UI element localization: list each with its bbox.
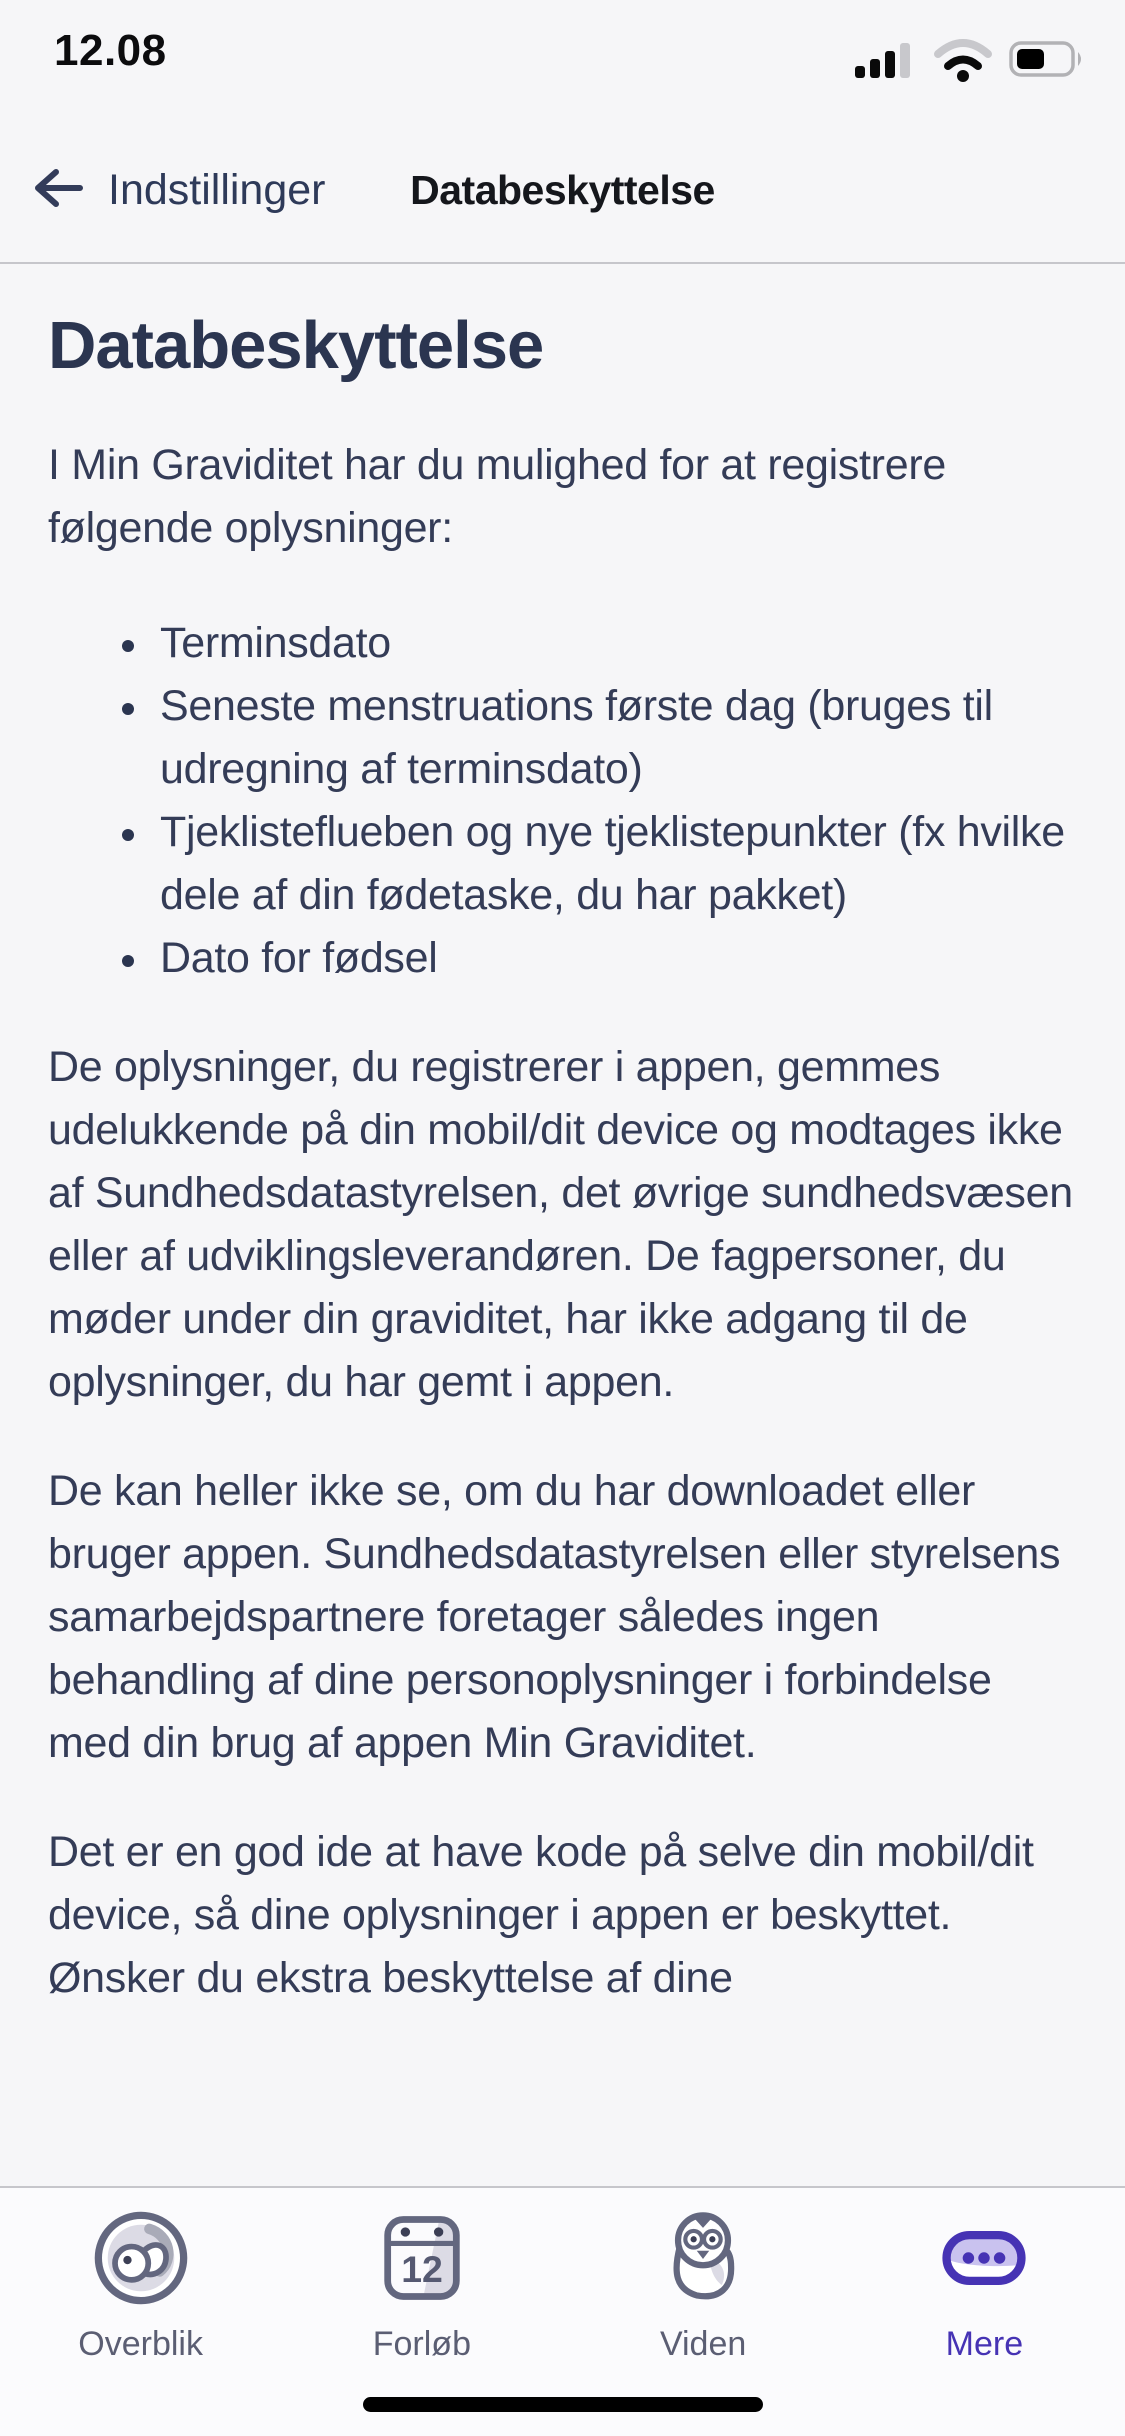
list-item: • Tjeklisteflueben og nye tjeklistepunkter (fx hvilke dele af din fødetaske, du har pakket): [152, 801, 1075, 927]
cellular-signal-icon: [855, 38, 917, 85]
battery-icon: [1009, 38, 1087, 85]
fetus-icon: [89, 2206, 193, 2315]
tab-label: Forløb: [372, 2325, 471, 2363]
ellipsis-pill-icon: [932, 2206, 1036, 2315]
nav-title: Databeskyttelse: [410, 166, 715, 213]
intro-paragraph: I Min Graviditet har du mulighed for at registrere følgende oplysninger:: [48, 441, 946, 552]
tab-overblik[interactable]: [0, 2206, 281, 2364]
back-button-label: Indstillinger: [108, 165, 326, 214]
status-icons: [855, 36, 1087, 87]
tab-forlob[interactable]: [281, 2206, 562, 2364]
tab-label: Viden: [659, 2325, 747, 2363]
back-arrow-icon: [30, 164, 86, 217]
owl-icon: [651, 2206, 755, 2315]
clock: 12.08: [54, 26, 167, 75]
registered-data-list: [48, 612, 1075, 990]
page-title: Databeskyttelse: [48, 308, 544, 383]
tab-mere[interactable]: [844, 2206, 1125, 2364]
page-content[interactable]: [0, 264, 1125, 2186]
navigation-bar: [0, 140, 1125, 240]
calendar-icon: [370, 2206, 474, 2315]
list-item: • Dato for fødsel: [152, 927, 1075, 990]
home-indicator[interactable]: [363, 2397, 763, 2412]
body-paragraph: De oplysninger, du registrerer i appen, gemmes udelukkende på din mobil/dit device og modtages ikke af Sundhedsdatastyrelsen, det øvrige sundhedsvæsen eller af udviklingsleverandøren. De fagpersoner, du møder under din graviditet, har ikke adgang til de oplysninger, du har gemt i appen.: [48, 1043, 1073, 1406]
svg-text:12: 12: [401, 2247, 443, 2290]
status-bar: [0, 0, 1125, 130]
body-paragraph: Det er en god ide at have kode på selve din mobil/dit device, så dine oplysninger i appen er beskyttet. Ønsker du ekstra beskyttelse af dine: [48, 1828, 1034, 2002]
tab-label: Mere: [945, 2325, 1024, 2363]
back-button[interactable]: [30, 140, 326, 240]
list-item: • Terminsdato: [152, 612, 1075, 675]
tab-viden[interactable]: [563, 2206, 844, 2364]
list-item: • Seneste menstruations første dag (bruges til udregning af terminsdato): [152, 675, 1075, 801]
tab-bar: [0, 2186, 1125, 2436]
wifi-icon: [933, 36, 993, 87]
body-paragraph: De kan heller ikke se, om du har downloadet eller bruger appen. Sundhedsdatastyrelsen eller styrelsens samarbejdspartnere foretager således ingen behandling af dine personoplysninger i forbindelse med din brug af appen Min Graviditet.: [48, 1467, 1061, 1767]
tab-label: Overblik: [78, 2325, 203, 2363]
